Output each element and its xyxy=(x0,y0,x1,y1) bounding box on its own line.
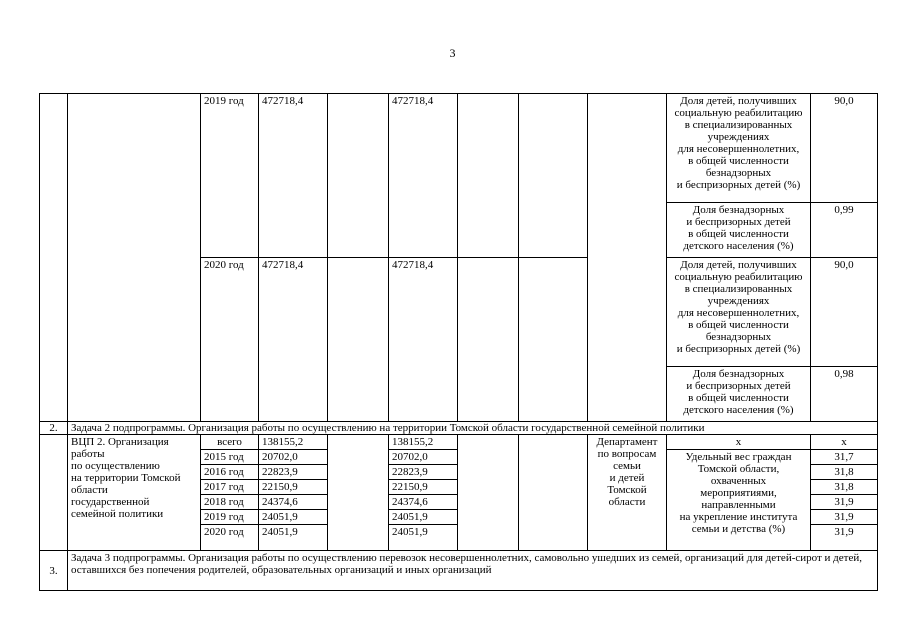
other-cell xyxy=(519,258,588,422)
task-row xyxy=(40,551,878,591)
total-cell: 472718,4 xyxy=(259,94,328,258)
page-number: 3 xyxy=(449,46,456,60)
regional-cell: 22823,9 xyxy=(389,465,458,480)
year-cell: всего xyxy=(201,435,259,450)
name-cell xyxy=(68,203,201,258)
task-row xyxy=(40,422,878,435)
vcp-name: ВЦП 2. Организация работы по осуществлению на территории Томской области государственной семейной политики xyxy=(68,435,201,551)
regional-cell: 24374,6 xyxy=(389,495,458,510)
local-cell xyxy=(458,258,519,422)
other-cell xyxy=(519,94,588,258)
task-number: 2. xyxy=(40,422,68,435)
indicator-value: 90,0 xyxy=(811,94,878,203)
year-cell: 2019 год xyxy=(201,510,259,525)
indicator-name: Доля детей, получивших социальную реабилитацию в специализированных учреждениях для несовершеннолетних, в общей численности безнадзорных и беспризорных детей (%) xyxy=(667,94,811,203)
year-cell: 2017 год xyxy=(201,480,259,495)
total-cell: 472718,4 xyxy=(259,258,328,422)
task-number: 3. xyxy=(40,551,68,591)
name-cell xyxy=(68,367,201,422)
name-cell xyxy=(68,94,201,203)
table-row xyxy=(40,435,878,450)
total-cell: 24051,9 xyxy=(259,510,328,525)
local-cell xyxy=(458,435,519,551)
indicator-name: Доля безнадзорных и беспризорных детей в общей численности детского населения (%) xyxy=(667,203,811,258)
total-cell: 24374,6 xyxy=(259,495,328,510)
total-cell: 22823,9 xyxy=(259,465,328,480)
total-cell: 22150,9 xyxy=(259,480,328,495)
regional-cell: 472718,4 xyxy=(389,94,458,258)
regional-cell: 22150,9 xyxy=(389,480,458,495)
other-cell xyxy=(519,435,588,551)
executor-name: Департамент по вопросам семьи и детей Томской области xyxy=(588,435,667,551)
program-table xyxy=(39,93,878,591)
task-title: Задача 3 подпрограммы. Организация работы по осуществлению перевозок несовершеннолетних, самовольно ушедших из семей, организаций для детей-сирот и детей, оставшихся без попечения родителей, образовательных организаций и иных организаций xyxy=(68,551,878,591)
task-title: Задача 2 подпрограммы. Организация работы по осуществлению на территории Томской области государственной семейной политики xyxy=(68,422,878,435)
year-cell: 2020 год xyxy=(201,258,259,422)
federal-cell xyxy=(328,94,389,258)
regional-cell: 24051,9 xyxy=(389,510,458,525)
federal-cell xyxy=(328,435,389,551)
number-cell xyxy=(40,94,68,203)
indicator-value: 31,9 xyxy=(811,525,878,551)
year-cell: 2018 год xyxy=(201,495,259,510)
indicator-value: 0,98 xyxy=(811,367,878,422)
regional-cell: 24051,9 xyxy=(389,525,458,551)
name-cell xyxy=(68,258,201,367)
total-cell: 138155,2 xyxy=(259,435,328,450)
federal-cell xyxy=(328,258,389,422)
indicator-value: 31,9 xyxy=(811,495,878,510)
indicator-value: 31,8 xyxy=(811,480,878,495)
total-cell: 20702,0 xyxy=(259,450,328,465)
table-row xyxy=(40,94,878,203)
indicator-name: Доля безнадзорных и беспризорных детей в общей численности детского населения (%) xyxy=(667,367,811,422)
number-cell xyxy=(40,203,68,258)
indicator-value: 31,9 xyxy=(811,510,878,525)
local-cell xyxy=(458,94,519,258)
indicator-name: Доля детей, получивших социальную реабилитацию в специализированных учреждениях для несовершеннолетних, в общей численности безнадзорных и беспризорных детей (%) xyxy=(667,258,811,367)
regional-cell: 138155,2 xyxy=(389,435,458,450)
indicator-value: 90,0 xyxy=(811,258,878,367)
regional-cell: 20702,0 xyxy=(389,450,458,465)
executor-cell xyxy=(588,203,667,258)
indicator-value: 31,8 xyxy=(811,465,878,480)
year-cell: 2020 год xyxy=(201,525,259,551)
value-header: x xyxy=(811,435,878,450)
executor-cell xyxy=(588,94,667,203)
indicator-name: Удельный вес граждан Томской области, охваченных мероприятиями, направленными на укрепление института семьи и детства (%) xyxy=(667,450,811,551)
year-cell: 2019 год xyxy=(201,94,259,258)
number-cell xyxy=(40,435,68,551)
number-cell xyxy=(40,367,68,422)
executor-cell xyxy=(588,258,667,367)
regional-cell: 472718,4 xyxy=(389,258,458,422)
total-cell: 24051,9 xyxy=(259,525,328,551)
year-cell: 2015 год xyxy=(201,450,259,465)
indicator-header: x xyxy=(667,435,811,450)
year-cell: 2016 год xyxy=(201,465,259,480)
executor-cell xyxy=(588,367,667,422)
indicator-value: 0,99 xyxy=(811,203,878,258)
table-row xyxy=(40,258,878,367)
number-cell xyxy=(40,258,68,367)
indicator-value: 31,7 xyxy=(811,450,878,465)
